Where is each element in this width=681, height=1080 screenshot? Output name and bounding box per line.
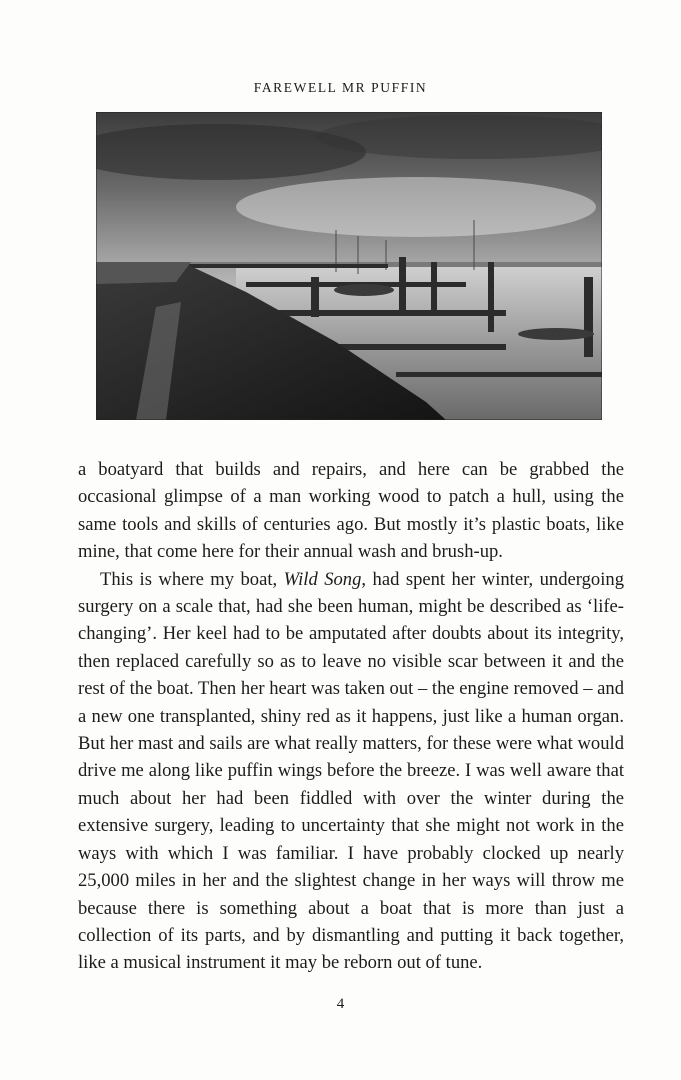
paragraph-1: a boatyard that builds and repairs, and here can be grabbed the occasional glimpse of a man working wood to patch a hull, using the same tools and skills of centuries ago. But mostly it’s plastic boats, like mine, that come here for their annual wash and brush-up. [78, 459, 624, 563]
paragraph-2-rest: , had spent her winter, undergoing surgery on a scale that, had she been human, might be described as ‘life-changing’. Her keel had to be amputated after doubts about its integrity, then replaced carefully so as to leave no visible scar between it and the rest of the boat. Then her heart was taken out – the engine removed – and a new one transplanted, shiny red as it happens, just like a human organ. But her mast and sails are what really matters, for these were what would drive me along like puffin wings before the breeze. I was well aware that much about her had been fiddled with over the winter during the extensive surgery, leading to uncertainty that she might not work in the ways with which I was familiar. I have probably clocked up nearly 25,000 miles in her and the slightest change in her ways will throw me because there is something about a boat that is more than just a collection of its parts, and by dismantling and putting it back together, like a musical instrument it may be reborn out of tune. [78, 568, 624, 974]
paragraph-2 [78, 566, 624, 977]
boat-name: Wild Song [283, 568, 362, 590]
body-text [78, 456, 624, 977]
running-head: FAREWELL MR PUFFIN [253, 80, 428, 95]
page-number: 4 [336, 996, 345, 1012]
paragraph-2-lead: This is where my boat, [100, 568, 284, 590]
harbour-photo [96, 112, 602, 420]
